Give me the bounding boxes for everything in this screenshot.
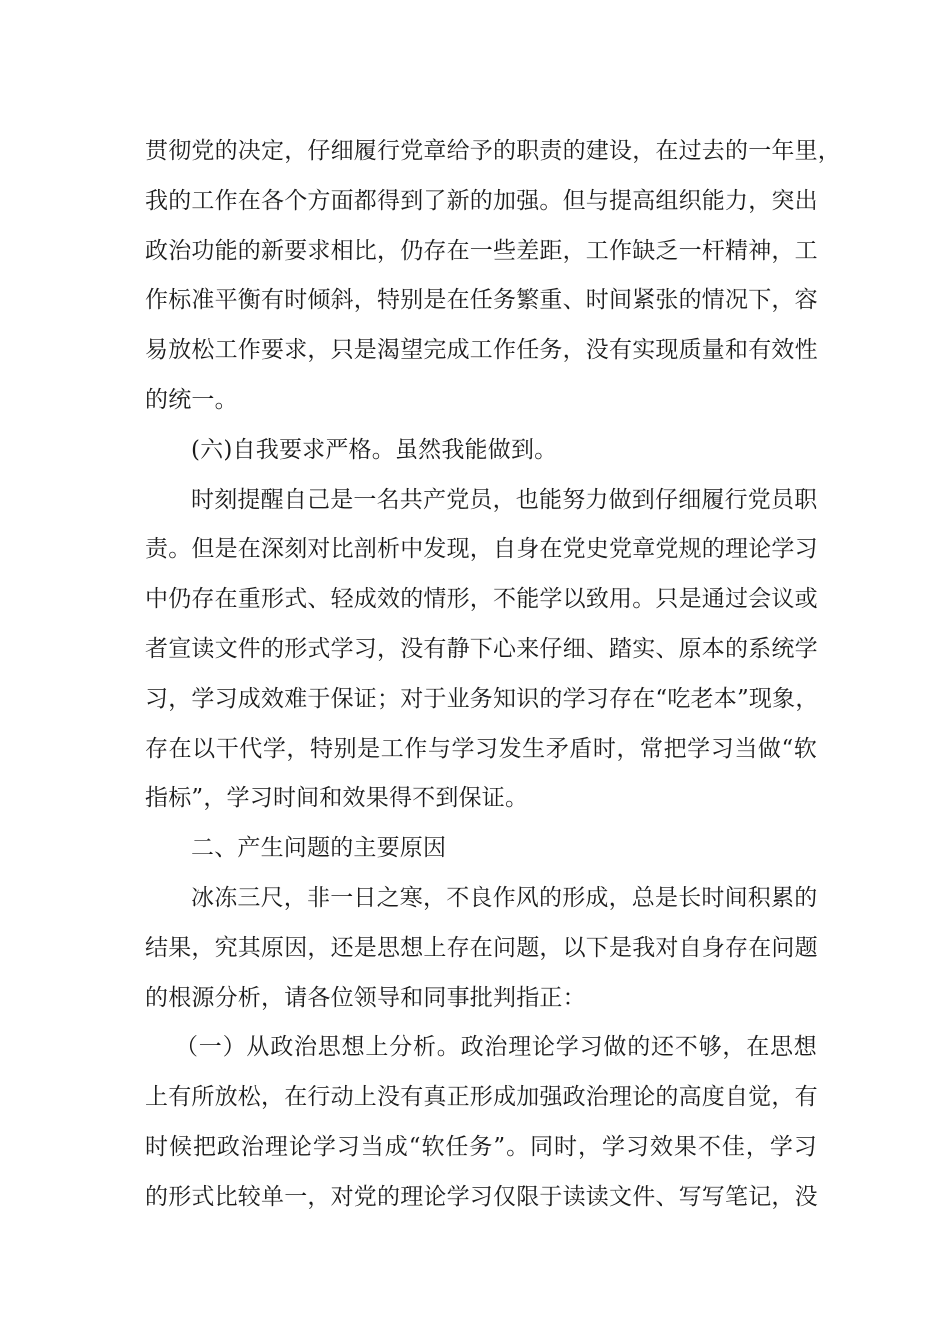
text-line: 结果，究其原因，还是思想上存在问题，以下是我对自身存在问题 <box>145 934 818 961</box>
text-line: 贯彻党的决定，仔细履行党章给予的职责的建设，在过去的一年里， <box>145 138 841 164</box>
text-line: 的形式比较单一，对党的理论学习仅限于读读文件、写写笔记，没 <box>145 1183 818 1210</box>
text-line: 上有所放松，在行动上没有真正形成加强政治理论的高度自觉，有 <box>145 1084 818 1111</box>
text-line: 作标准平衡有时倾斜，特别是在任务繁重、时间紧张的情况下，容 <box>145 287 818 314</box>
text-line: 者宣读文件的形式学习，没有静下心来仔细、踏实、原本的系统学 <box>145 635 818 662</box>
text-line: 冰冻三尺，非一日之寒，不良作风的形成，总是长时间积累的 <box>191 884 818 911</box>
text-line: 时候把政治理论学习当成“软任务”。同时，学习效果不佳，学习 <box>145 1133 817 1160</box>
document-body <box>145 127 841 1223</box>
text-line: 责。但是在深刻对比剖析中发现，自身在党史党章党规的理论学习 <box>145 536 818 563</box>
text-line: 时刻提醒自己是一名共产党员，也能努力做到仔细履行党员职 <box>191 486 818 513</box>
text-line: 存在以干代学，特别是工作与学习发生矛盾时，常把学习当做“软 <box>145 735 817 762</box>
text-line: 习，学习成效难于保证；对于业务知识的学习存在“吃老本”现象， <box>145 685 819 712</box>
text-line: 我的工作在各个方面都得到了新的加强。但与提高组织能力，突出 <box>145 187 818 214</box>
text-line: (六)自我要求严格。虽然我能做到。 <box>191 436 558 463</box>
text-line: 中仍存在重形式、轻成效的情形，不能学以致用。只是通过会议或 <box>145 586 818 613</box>
text-line: 指标”，学习时间和效果得不到保证。 <box>145 785 529 812</box>
text-line: 二、产生问题的主要原因 <box>191 835 447 862</box>
text-line: 的根源分析，请各位领导和同事批判指正： <box>145 984 586 1011</box>
text-line: 易放松工作要求，只是渴望完成工作任务，没有实现质量和有效性 <box>145 337 818 364</box>
text-line: 的统一。 <box>145 386 238 413</box>
text-line: （一）从政治思想上分析。政治理论学习做的还不够，在思想 <box>175 1034 817 1061</box>
text-line: 政治功能的新要求相比，仍存在一些差距，工作缺乏一杆精神，工 <box>145 237 818 264</box>
